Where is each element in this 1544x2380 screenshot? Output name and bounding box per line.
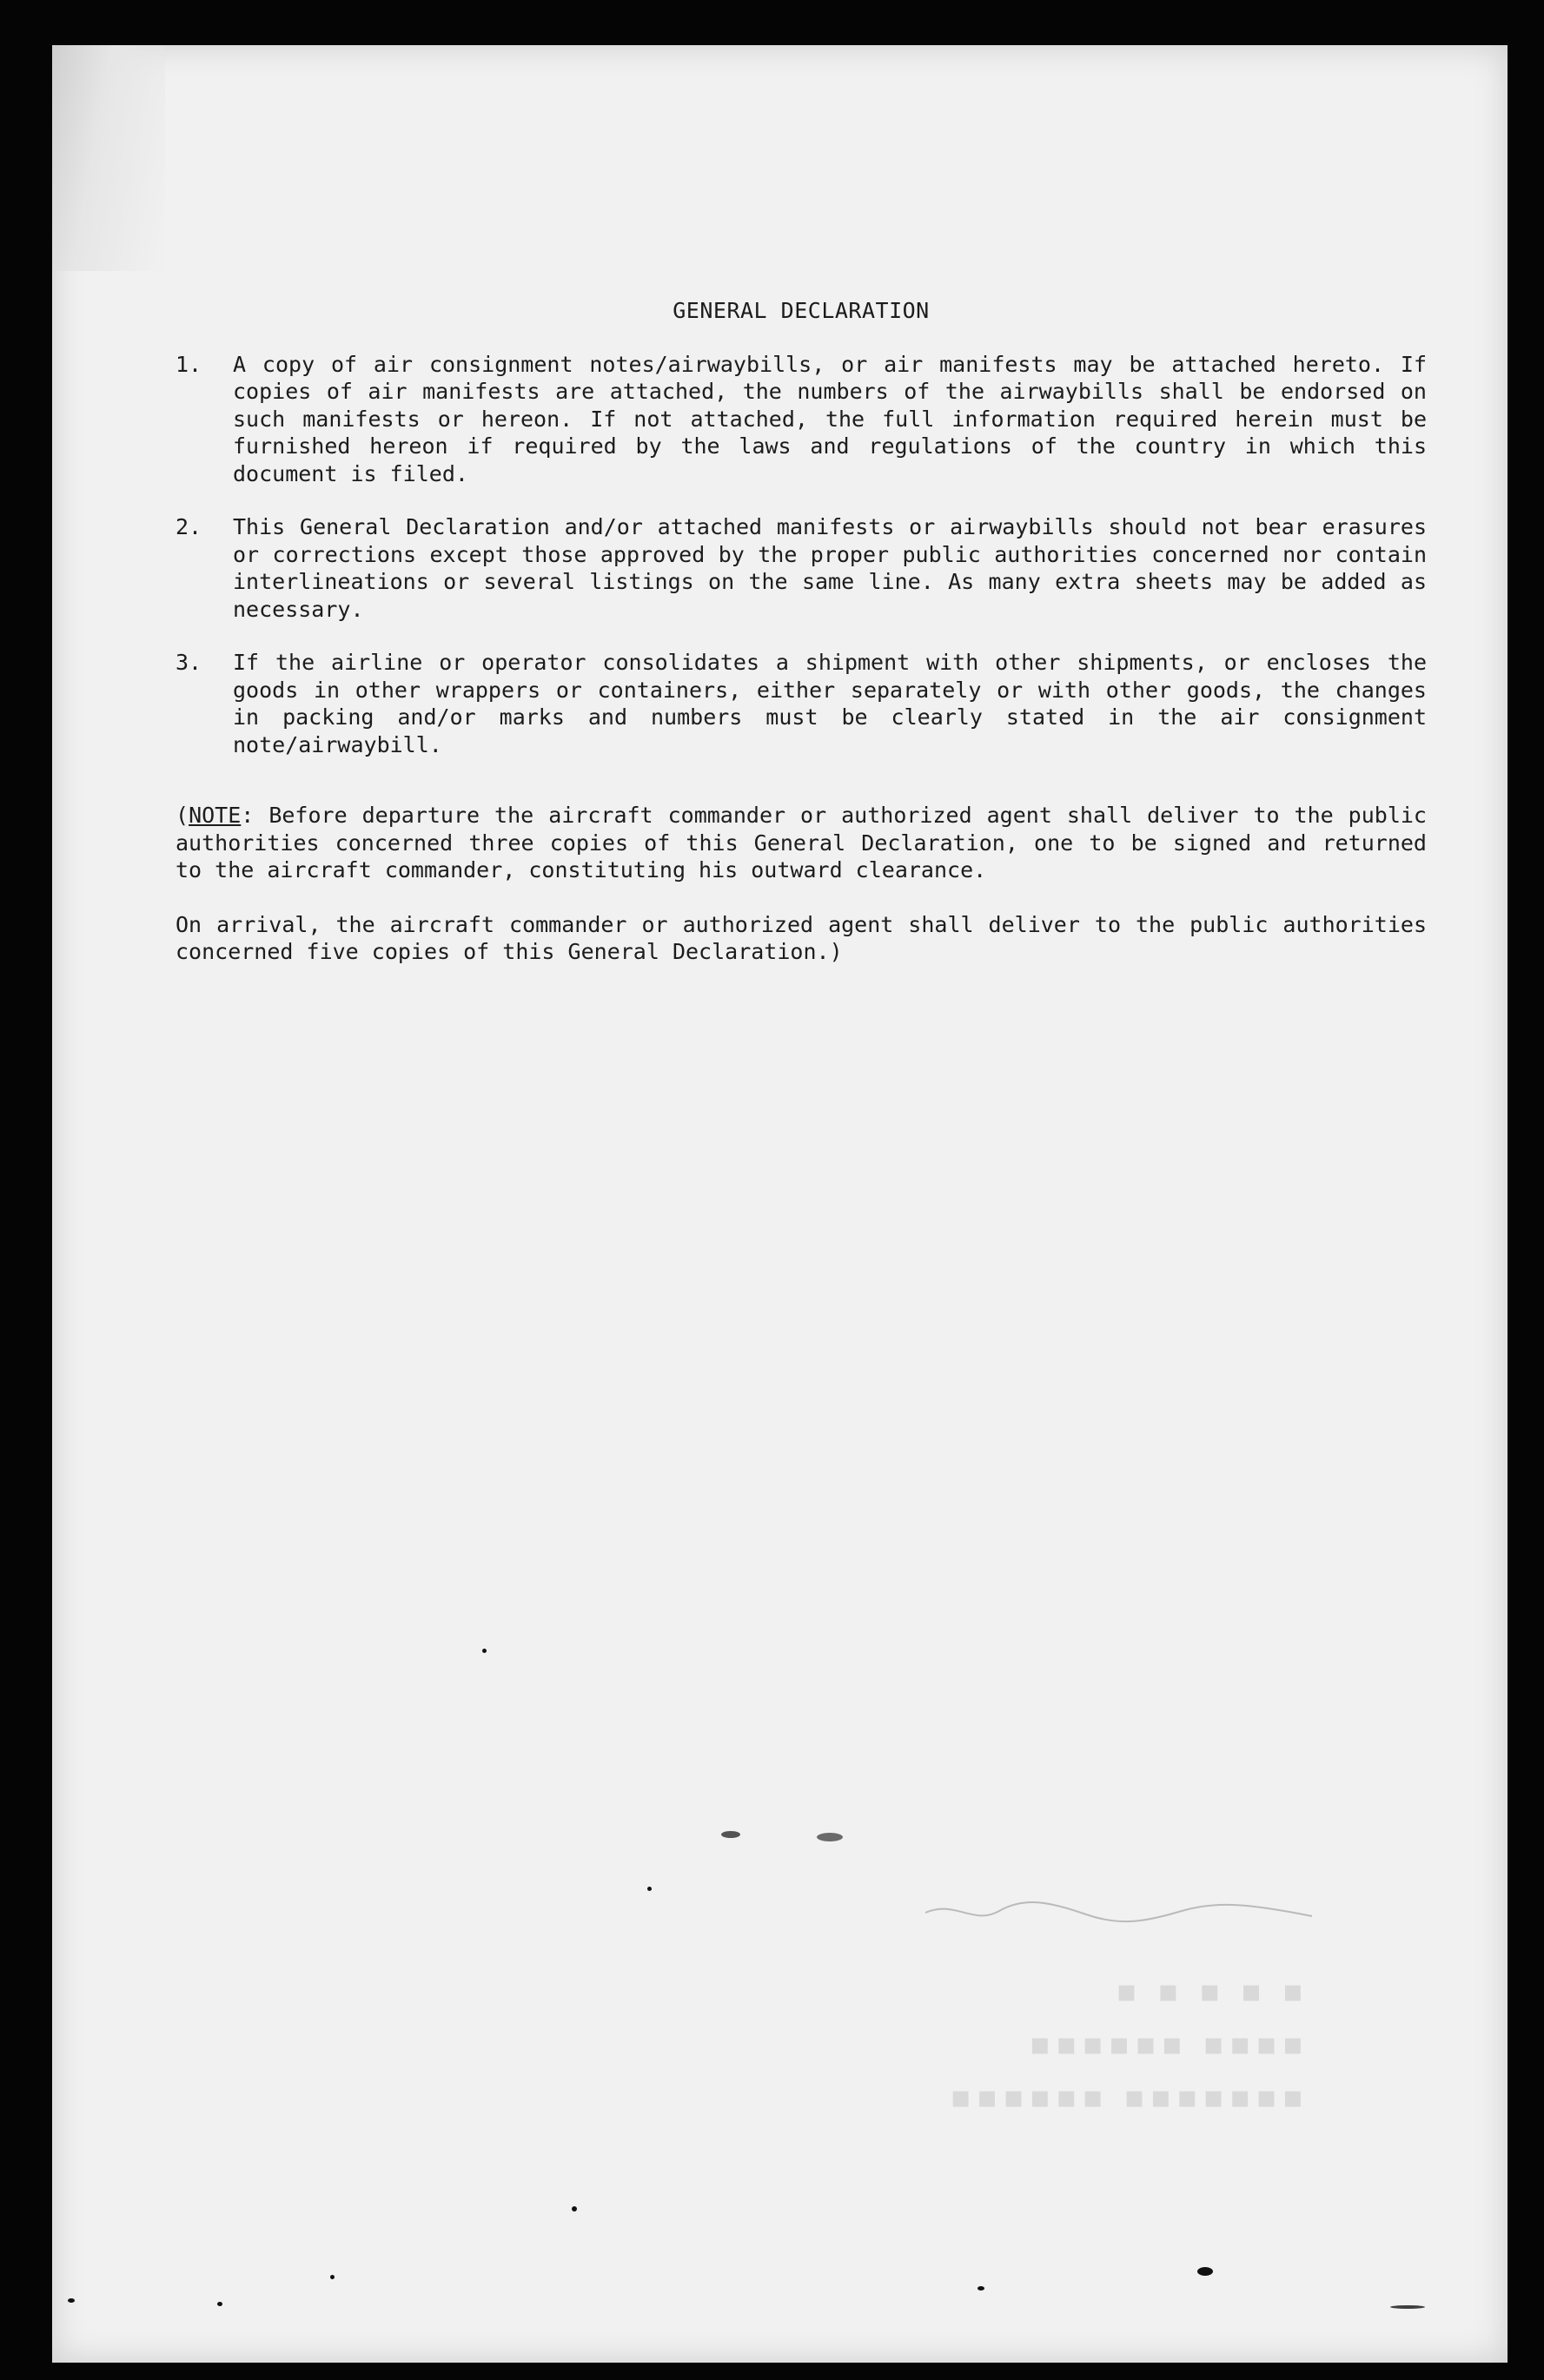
scan-speck xyxy=(572,2206,577,2211)
scan-speck xyxy=(68,2298,75,2303)
page-title: GENERAL DECLARATION xyxy=(673,298,930,323)
scan-speck xyxy=(330,2275,335,2279)
arrival-paragraph: On arrival, the aircraft commander or authorized agent shall deliver to the public authorities concerned five copies of this General Declaration.) xyxy=(176,911,1427,964)
scan-speck xyxy=(817,1833,843,1841)
list-item xyxy=(176,351,1427,488)
scan-speck xyxy=(647,1887,652,1891)
note-open-paren: ( xyxy=(176,803,189,828)
faint-signature-mark xyxy=(921,1895,1321,1930)
note-paragraph xyxy=(176,802,1427,884)
document-page xyxy=(52,45,1508,2363)
item-text: This General Declaration and/or attached manifests or airwaybills should not bear erasures or corrections except those approved by the proper public authorities concerned nor contain interlineations or several listings on the same line. As many extra sheets may be added as necessary. xyxy=(233,514,1427,622)
item-number: 3. xyxy=(176,650,202,675)
declaration-body xyxy=(176,297,1427,966)
item-number: 1. xyxy=(176,351,202,377)
scan-speck xyxy=(721,1831,740,1838)
note-text: : Before departure the aircraft commander or authorized agent shall deliver to the public authorities concerned three copies of this General Declaration, one to be signed and returned to the aircraft commander, constituting his outward clearance. xyxy=(176,803,1427,883)
scan-speck xyxy=(482,1649,487,1653)
scan-speck xyxy=(977,2286,984,2291)
list-item xyxy=(176,649,1427,758)
item-text: If the airline or operator consolidates a shipment with other shipments, or encloses the goods in other wrappers or containers, either separately or with other goods, the changes in packing and/or marks and numbers must be clearly stated in the air consignment note/airwaybill. xyxy=(233,650,1427,757)
scan-speck xyxy=(217,2302,222,2306)
note-label: NOTE xyxy=(189,803,242,828)
bleed-through-stamp: ▪ ▪ ▪ ▪ ▪ ▪▪▪▪ ▪▪▪▪▪▪ ▪▪▪▪▪▪▪ ▪▪▪▪▪▪ xyxy=(944,1973,1303,2115)
scan-speck xyxy=(1197,2267,1213,2276)
item-number: 2. xyxy=(176,514,202,539)
scan-speck xyxy=(1390,2305,1425,2309)
list-item xyxy=(176,513,1427,623)
item-text: A copy of air consignment notes/airwaybills, or air manifests may be attached hereto. If copies of air manifests are attached, the numbers of the airwaybills shall be endorsed on such manifests or hereon. If not attached, the full information required herein must be furnished hereon if required by the laws and regulations of the country in which this document is filed. xyxy=(233,351,1427,486)
